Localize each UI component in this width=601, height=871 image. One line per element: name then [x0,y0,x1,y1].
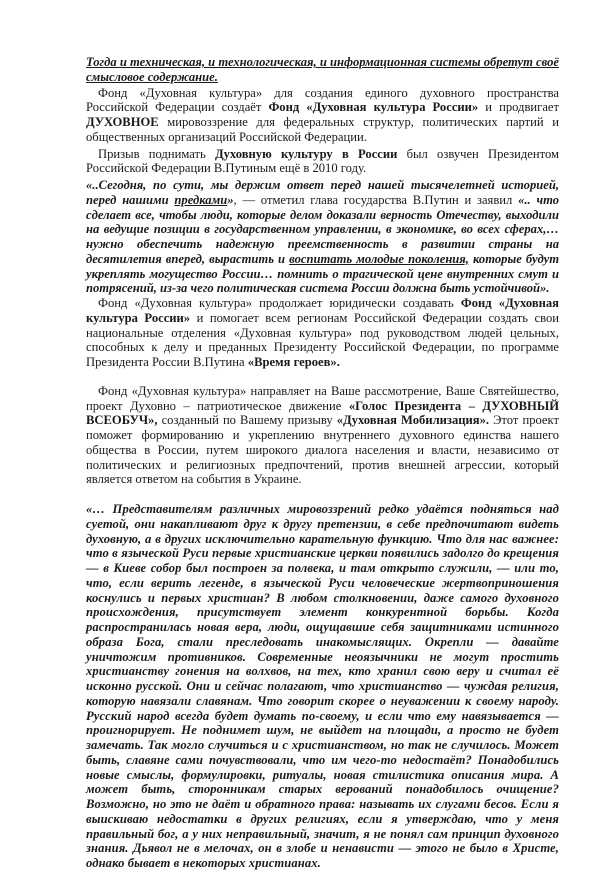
text: Фонд «Духовная культура» продолжает юридически создавать [98,296,461,310]
quote-text: которые будут укреплять могущество России… помнить о трагической цене внутренних смут и потрясений, из-за чего политическая система России должна быть устойчивой». [86,251,559,296]
text: Этот проект поможет формированию и укреплению внутреннего духовного единства нашего общества в России, путем широкого диалога населения и власти, независимо от политических и религиозных предпочтений, против внешней агрессии, который является ответом на события в Украине. [86,413,559,487]
bold-movement-name: «Голос Президента – ДУХОВНЫЙ ВСЕОБУЧ», [86,398,559,428]
bold-foundation-name: Фонд «Духовная культура России» [268,100,479,115]
quote-text: «.. что сделает все, чтобы люди, которые делом доказали верность Отечеству, выходили на ведущие позиции в государственном управлении, в экономике, во всех сферах,… нужно обеспечить надежную преемственность в развитии страны на десятилетия вперед, вырастить и [86,192,559,266]
paragraph-call [86,147,559,177]
bold-program-name: «Время героев». [247,355,340,369]
text: , — отметил глава государства В.Путин и заявил [233,192,519,207]
text: созданный по Вашему призыву [157,413,337,428]
quote-text: » [227,192,234,207]
text: и продвигает [478,100,559,115]
text: мировоззрение для федеральных структур, политических партий и общественных организаций Российской Федерации. [86,115,559,144]
text: Фонд «Духовная культура» для создания единого духовного пространства Российской Федерации создаёт [86,85,559,115]
quote-president [86,178,559,296]
bold-foundation-name: Фонд «Духовная культура России» [86,296,559,325]
text: Призыв поднимать [98,146,215,161]
bold-spiritual-culture: Духовную культуру в России [214,146,398,161]
paragraph-foundation [86,86,559,145]
paragraph-project [86,384,559,487]
quote-underlined: предками [174,192,228,207]
quote-religion: «… Представителям различных мировоззрений редко удаётся подняться над суетой, они накапливают друг к другу претензии, в себе предпочитают видеть духовную, а в других исключительно карательную функцию. Что для нас важнее: что в языческой Руси первые христианские церкви появились задолго до крещения — в Киеве собор был построен за полвека, и там открыто служили, — или то, что, если верить легенде, в языческой Руси человеческие жертвоприношения коснулись и первых христиан? В любом столкновении, даже самого духовного происхождения, присутствует элемент конкурентной борьбы. Когда распространилась новая вера, люди, ощущавшие себя защитниками истинного образа Бога, стали преследовать инакомыслящих. Окрепли — давайте уничтожим противников. Современные неоязычники не могут простить христианству гонения на волхвов, на тех, кто хранил свою веру и считал её исконно русской. Они и сейчас полагают, что христианство — чуждая религия, которую навязали славянам. Что говорит скорее о неуважении к своему народу. Русский народ всегда будет думать по-своему, и если что ему навязывается — проигнорирует. Не поднимет шум, не выйдет на площади, а просто не будет замечать. Так могло случиться и с христианством, но так не случилось. Может быть, славяне сами почувствовали, что им чего-то недостаёт? Понадобились новые смыслы, формулировки, ритуалы, новая стилистика описания мира. А может быть, сторонникам старых верований понадобилось очищение? Возможно, но это не даёт и обратного права: называть их слугами бесов. Если я выискиваю недостатки в других религиях, если я утверждаю, что у меня правильный бог, а у них неправильный, значит, я не понял сам принцип духовного знания. Дьявол не в мелочах, он в злобе и ненависти — этого не было в Христе, однако бывает в некоторых христианах. [86,502,559,870]
quote-underlined: воспитать молодые поколения, [289,251,469,266]
bold-spiritual: ДУХОВНОЕ [86,115,159,129]
text: Фонд «Духовная культура» направляет на Ваше рассмотрение, Ваше Святейшество, проект Духовно – патриотическое движение [86,383,559,413]
text: и помогает всем регионам Российской Федерации создать свои национальные отделения «Духовная культура» под руководством людей цельных, способных к делу и преданных Президенту Российской Федерации, по программе Президента России В.Путина [86,310,559,369]
heading: Тогда и техническая, и технологическая, и информационная системы обретут своё смысловое содержание. [86,55,559,84]
quote-text: «..Сегодня, по сути, мы держим ответ перед нашей тысячелетней историей, перед нашими [86,178,559,207]
document-page [86,55,559,871]
text: был озвучен Президентом Российской Федерации В.Путиным ещё в 2010 году. [86,146,559,176]
paragraph-regions [86,296,559,370]
bold-mobilization: «Духовная Мобилизация». [336,413,490,428]
